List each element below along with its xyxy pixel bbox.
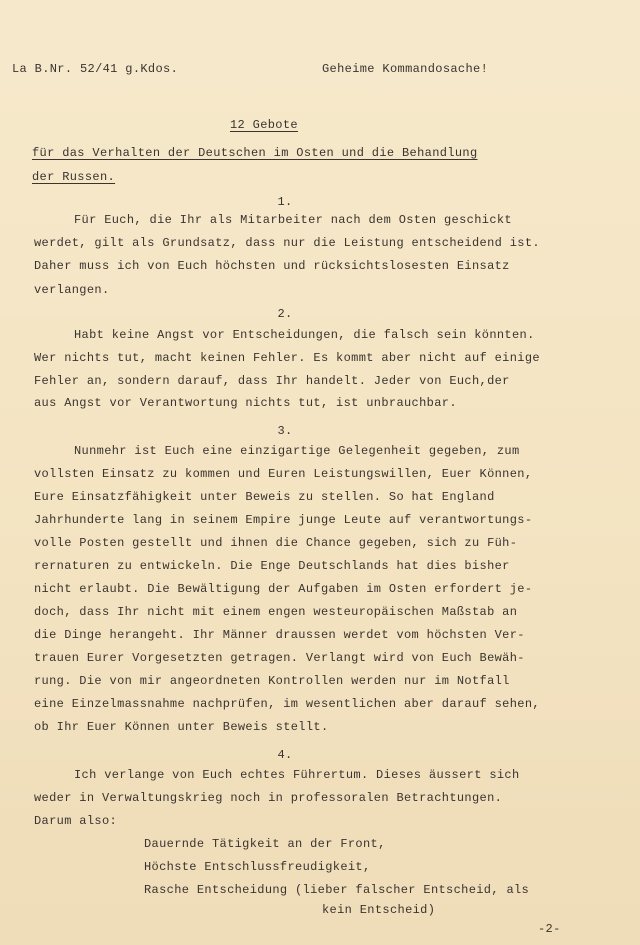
- paragraph-line: eine Einzelmassnahme nachprüfen, im wesentlichen aber darauf sehen,: [34, 697, 540, 711]
- paragraph-line: Daher muss ich von Euch höchsten und rücksichtslosesten Einsatz: [34, 259, 510, 273]
- section-number: 2.: [277, 307, 293, 321]
- paragraph-line: Für Euch, die Ihr als Mitarbeiter nach dem Osten geschickt: [74, 213, 512, 227]
- paragraph-line: rernaturen zu entwickeln. Die Enge Deutschlands hat dies bisher: [34, 559, 510, 573]
- document-subtitle-line-1: für das Verhalten der Deutschen im Osten und die Behandlung: [32, 146, 478, 160]
- paragraph-line: verlangen.: [34, 283, 110, 297]
- section-number: 1.: [277, 195, 293, 209]
- paragraph-line: Jahrhunderte lang in seinem Empire junge Leute auf verantwortungs-: [34, 513, 533, 527]
- paragraph-line: Ich verlange von Euch echtes Führertum. Dieses äussert sich: [74, 768, 520, 782]
- section-number: 4.: [277, 748, 293, 762]
- paragraph-line: doch, dass Ihr nicht mit einem engen westeuropäischen Maßstab an: [34, 605, 518, 619]
- page-marker: -2-: [538, 922, 561, 936]
- classification-mark: Geheime Kommandosache!: [322, 62, 489, 76]
- paragraph-line: aus Angst vor Verantwortung nichts tut, ist unbrauchbar.: [34, 396, 457, 410]
- list-item: Dauernde Tätigkeit an der Front,: [144, 837, 386, 851]
- document-subtitle-line-2: der Russen.: [32, 170, 116, 184]
- paragraph-line: trauen Eurer Vorgesetzten getragen. Verlangt wird von Euch Bewäh-: [34, 651, 525, 665]
- paragraph-line: rung. Die von mir angeordneten Kontrollen werden nur im Notfall: [34, 674, 510, 688]
- paragraph-line: vollsten Einsatz zu kommen und Euren Leistungswillen, Euer Können,: [34, 467, 533, 481]
- paragraph-line: Habt keine Angst vor Entscheidungen, die falsch sein könnten.: [74, 328, 535, 342]
- paragraph-line: volle Posten gestellt und ihnen die Chance gegeben, sich zu Füh-: [34, 536, 518, 550]
- paragraph-line: ob Ihr Euer Können unter Beweis stellt.: [34, 720, 329, 734]
- paragraph-line: weder in Verwaltungskrieg noch in professoralen Betrachtungen.: [34, 791, 503, 805]
- paragraph-line: Darum also:: [34, 814, 118, 828]
- list-item: Höchste Entschlussfreudigkeit,: [144, 860, 371, 874]
- document-heading: 12 Gebote: [230, 118, 298, 132]
- paragraph-line: Nunmehr ist Euch eine einzigartige Gelegenheit gegeben, zum: [74, 444, 520, 458]
- list-item: Rasche Entscheidung (lieber falscher Entscheid, als: [144, 883, 530, 897]
- paragraph-line: nicht erlaubt. Die Bewältigung der Aufgaben im Osten erfordert je-: [34, 582, 533, 596]
- paragraph-line: Wer nichts tut, macht keinen Fehler. Es kommt aber nicht auf einige: [34, 351, 540, 365]
- reference-number: La B.Nr. 52/41 g.Kdos.: [12, 62, 179, 76]
- paragraph-line: die Dinge herangeht. Ihr Männer draussen werdet vom höchsten Ver-: [34, 628, 525, 642]
- paragraph-line: werdet, gilt als Grundsatz, dass nur die Leistung entscheidend ist.: [34, 236, 540, 250]
- paragraph-line: Eure Einsatzfähigkeit unter Beweis zu stellen. So hat England: [34, 490, 495, 504]
- paragraph-line: Fehler an, sondern darauf, dass Ihr handelt. Jeder von Euch,der: [34, 374, 510, 388]
- list-item: kein Entscheid): [322, 903, 436, 917]
- section-number: 3.: [277, 424, 293, 438]
